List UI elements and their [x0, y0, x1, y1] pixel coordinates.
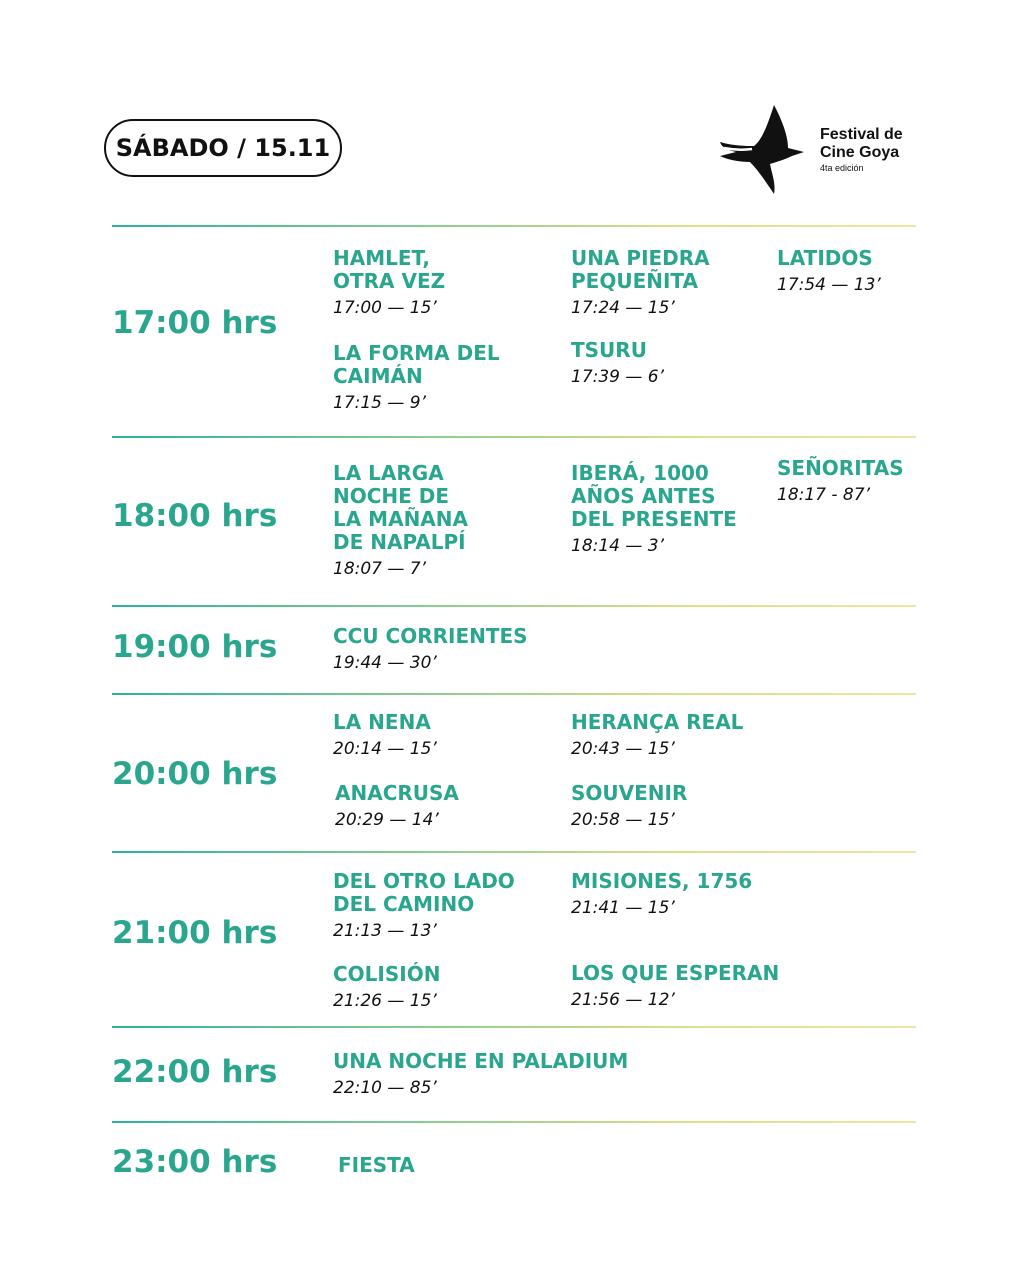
film-entry [571, 711, 743, 759]
divider [112, 1121, 916, 1123]
divider [112, 1026, 916, 1028]
time-slot-label: 20:00 hrs [112, 756, 278, 792]
film-title: COLISIÓN [333, 962, 441, 986]
divider [112, 605, 916, 607]
film-title: CCU CORRIENTES [333, 624, 528, 648]
film-time: 20:14 — 15’ [333, 739, 437, 759]
film-time: 17:39 — 6’ [571, 367, 665, 387]
film-entry [777, 457, 904, 505]
film-title: DEL OTRO LADO DEL CAMINO [333, 869, 515, 916]
time-slot-label: 19:00 hrs [112, 629, 278, 665]
time-slot-label: 22:00 hrs [112, 1054, 278, 1090]
film-entry [571, 782, 687, 830]
film-entry [333, 870, 515, 941]
film-time: 18:14 — 3’ [571, 536, 665, 556]
film-title: FIESTA [338, 1153, 415, 1177]
film-time: 17:24 — 15’ [571, 298, 675, 318]
film-entry [571, 462, 737, 556]
film-title: UNA PIEDRA PEQUEÑITA [571, 246, 710, 293]
film-entry [333, 963, 440, 1011]
film-entry [571, 247, 710, 318]
film-time: 20:58 — 15’ [571, 810, 675, 830]
film-time: 21:26 — 15’ [333, 991, 437, 1011]
film-time: 19:44 — 30’ [333, 653, 437, 673]
logo-title-line2: Cine Goya [820, 144, 900, 161]
film-title: SOUVENIR [571, 781, 688, 805]
logo-title-line1: Festival de [820, 126, 903, 143]
film-title: HERANÇA REAL [571, 710, 744, 734]
film-title: UNA NOCHE EN PALADIUM [333, 1049, 629, 1073]
film-entry [571, 962, 779, 1010]
film-time: 22:10 — 85’ [333, 1078, 437, 1098]
film-title: LATIDOS [777, 246, 873, 270]
film-title: LOS QUE ESPERAN [571, 961, 780, 985]
film-entry [333, 342, 500, 413]
film-entry [571, 339, 664, 387]
film-entry [338, 1154, 415, 1177]
film-time: 20:43 — 15’ [571, 739, 675, 759]
divider [112, 693, 916, 695]
film-title: SEÑORITAS [777, 456, 904, 480]
divider [112, 225, 916, 227]
film-time: 21:56 — 12’ [571, 990, 675, 1010]
film-title: LA LARGA NOCHE DE LA MAÑANA DE NAPALPÍ [333, 461, 468, 554]
film-time: 21:13 — 13’ [333, 921, 437, 941]
festival-logo [718, 102, 918, 198]
time-slot-label: 23:00 hrs [112, 1144, 278, 1180]
film-title: IBERÁ, 1000 AÑOS ANTES DEL PRESENTE [571, 461, 737, 531]
film-time: 20:29 — 14’ [335, 810, 439, 830]
film-entry [777, 247, 881, 295]
film-entry [333, 1050, 628, 1098]
film-time: 17:00 — 15’ [333, 298, 437, 318]
film-entry [333, 462, 468, 579]
film-entry [335, 782, 459, 830]
time-slot-label: 21:00 hrs [112, 915, 278, 951]
divider [112, 851, 916, 853]
film-time: 17:15 — 9’ [333, 393, 427, 413]
logo-edition: 4ta edición [820, 163, 864, 173]
film-time: 17:54 — 13’ [777, 275, 881, 295]
film-title: MISIONES, 1756 [571, 869, 753, 893]
film-title: ANACRUSA [335, 781, 459, 805]
film-entry [333, 625, 528, 673]
date-badge: SÁBADO / 15.11 [104, 119, 342, 177]
film-title: TSURU [571, 338, 647, 362]
film-title: LA NENA [333, 710, 431, 734]
time-slot-label: 17:00 hrs [112, 305, 278, 341]
film-title: HAMLET, OTRA VEZ [333, 246, 446, 293]
film-entry [333, 711, 437, 759]
time-slot-label: 18:00 hrs [112, 498, 278, 534]
film-entry [333, 247, 445, 318]
film-time: 18:07 — 7’ [333, 559, 427, 579]
film-entry [571, 870, 752, 918]
film-title: LA FORMA DEL CAIMÁN [333, 341, 500, 388]
divider [112, 436, 916, 438]
film-time: 21:41 — 15’ [571, 898, 675, 918]
swallow-icon [718, 102, 810, 198]
film-time: 18:17 - 87’ [777, 485, 870, 505]
